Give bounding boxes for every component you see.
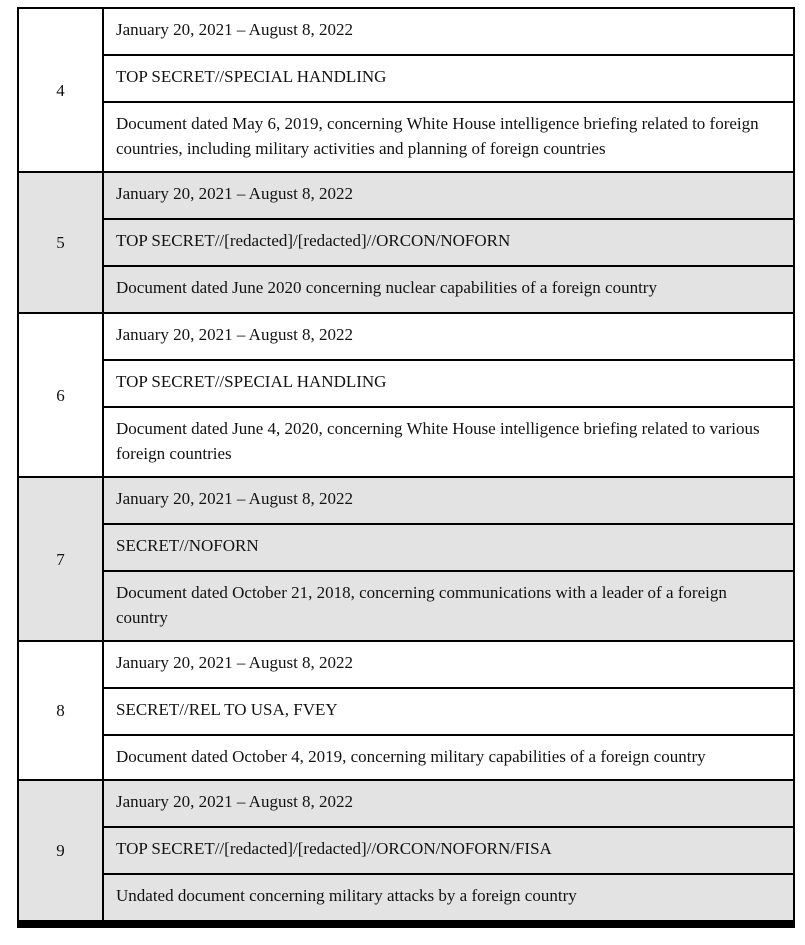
date-range-cell: January 20, 2021 – August 8, 2022 [103, 641, 794, 688]
document-entry [18, 780, 794, 924]
classification-cell: SECRET//NOFORN [103, 524, 794, 571]
date-range-cell: January 20, 2021 – August 8, 2022 [103, 8, 794, 55]
date-range-cell: January 20, 2021 – August 8, 2022 [103, 313, 794, 360]
classification-cell: TOP SECRET//SPECIAL HANDLING [103, 55, 794, 102]
description-cell: Document dated October 21, 2018, concerning communications with a leader of a foreign country [103, 571, 794, 641]
classified-documents-table [17, 7, 795, 928]
date-range-cell: January 20, 2021 – August 8, 2022 [103, 477, 794, 524]
entry-number-cell: 5 [18, 172, 103, 313]
document-entry [18, 8, 794, 172]
description-cell: Document dated May 6, 2019, concerning White House intelligence briefing related to foreign countries, including military activities and planning of foreign countries [103, 102, 794, 172]
entry-number-cell: 8 [18, 641, 103, 780]
classification-cell: TOP SECRET//SPECIAL HANDLING [103, 360, 794, 407]
entry-number-cell: 4 [18, 8, 103, 172]
document-entry [18, 313, 794, 477]
description-cell: Document dated October 4, 2019, concerning military capabilities of a foreign country [103, 735, 794, 780]
description-cell: Document dated June 4, 2020, concerning White House intelligence briefing related to various foreign countries [103, 407, 794, 477]
entry-number-cell: 7 [18, 477, 103, 641]
classification-cell: SECRET//REL TO USA, FVEY [103, 688, 794, 735]
document-entry [18, 172, 794, 313]
description-cell: Document dated June 2020 concerning nuclear capabilities of a foreign country [103, 266, 794, 313]
description-cell: Undated document concerning military attacks by a foreign country [103, 874, 794, 924]
date-range-cell: January 20, 2021 – August 8, 2022 [103, 780, 794, 827]
date-range-cell: January 20, 2021 – August 8, 2022 [103, 172, 794, 219]
document-entry [18, 641, 794, 780]
document-entry [18, 477, 794, 641]
classification-cell: TOP SECRET//[redacted]/[redacted]//ORCON/NOFORN [103, 219, 794, 266]
entry-number-cell: 6 [18, 313, 103, 477]
classification-cell: TOP SECRET//[redacted]/[redacted]//ORCON/NOFORN/FISA [103, 827, 794, 874]
entry-number-cell: 9 [18, 780, 103, 924]
